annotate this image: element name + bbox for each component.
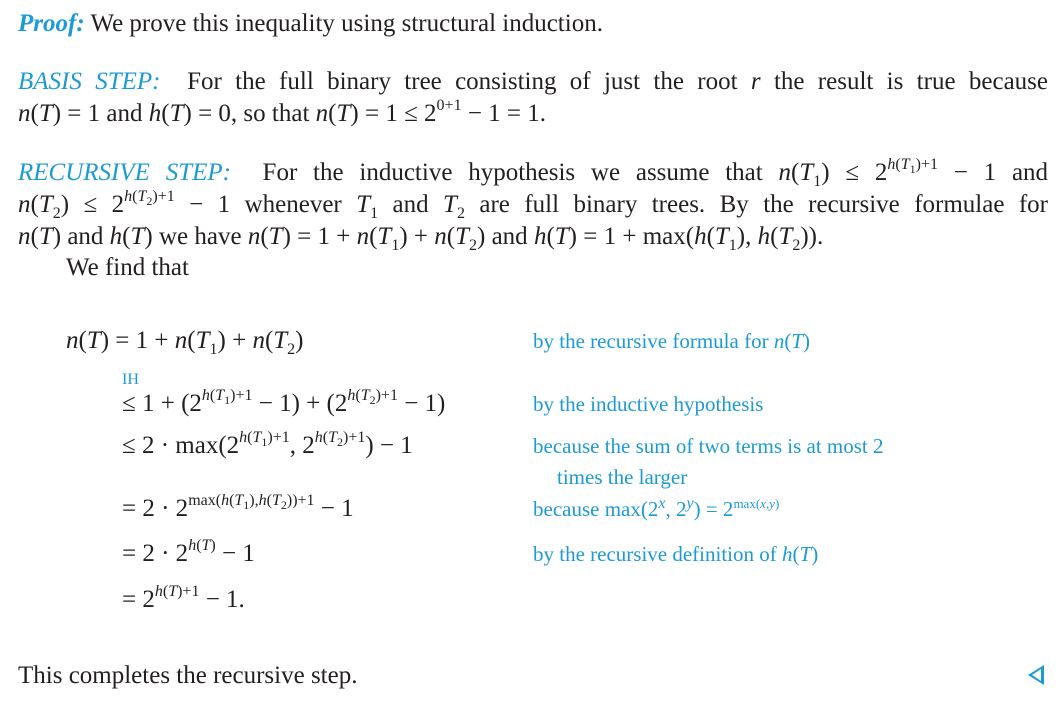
reason-5: by the recursive definition of h(T)	[533, 542, 819, 566]
reason-3: because the sum of two terms is at most 2	[533, 434, 884, 458]
derivation-line-2: ≤ $1 + (2^{h(T_1)+1} - 1) + (2^{h(T_2)+1} - 1)$	[122, 387, 446, 417]
basis-text-b: the result is true because	[773, 68, 1048, 95]
we-have-text: we have	[158, 223, 242, 250]
reason-1: by the recursive formula for n(T)	[533, 329, 811, 353]
basis-step-label: BASIS STEP:	[18, 68, 161, 95]
recursive-step-line-2: $n(T_2) \le 2^{h(T_2)+1} - 1$ whenever $T_1$ and $T_2$ are full binary trees. By the recursive formulae for	[18, 188, 1049, 222]
recursive-text-a: For the inductive hypothesis we assume that	[262, 159, 763, 186]
reason-4: because max(2$^x$, $2^y) = 2^{max(x,y)}$	[533, 495, 780, 521]
derivation-line-6: = $2^{h(T)+1} - 1$.	[122, 583, 245, 613]
ih-label: IH	[122, 371, 139, 388]
are-full-text: are full binary trees. By the recursive formulae for	[479, 191, 1049, 218]
and-word-3: and	[67, 223, 104, 250]
recursive-step-line-3: n(T) and h(T) we have $n(T) = 1 + n(T_1) + n(T_2)$ and $h(T) = 1 + \max(h(T_1)$, $h(T_2)$).	[18, 223, 824, 254]
basis-step-line-1	[18, 67, 1048, 97]
and-word-2: and	[392, 191, 429, 218]
derivation-line-3: ≤ $2 \cdot \max(2^{h(T_1)+1}$, $2^{h(T_2)+1}) - 1$	[122, 429, 413, 459]
derivation-line-5: = $2 \cdot 2^{h(T)} - 1$	[122, 537, 255, 567]
we-find-that: We find that	[66, 254, 189, 281]
end-of-proof-icon	[1028, 665, 1044, 685]
recursive-step-line-1: RECURSIVE STEP: For the inductive hypothesis we assume that $n(T_1) \le 2^{h(T_1)+1} - 1$ and	[18, 156, 1049, 190]
derivation-line-4: = $2 \cdot 2^{max(h(T_1),h(T_2))+1} - 1$	[122, 492, 354, 522]
and-word: and	[1011, 159, 1049, 186]
basis-step-line-2: n(T) = 1 and h(T) = 0, so that $n(T) = 1 \le 2^{0+1} - 1 = 1$.	[18, 97, 547, 127]
reason-2: by the inductive hypothesis	[533, 392, 764, 416]
basis-text-a: For the full binary tree consisting of just the root	[187, 68, 738, 95]
recursive-step-label: RECURSIVE STEP:	[18, 159, 231, 186]
closing-text: This completes the recursive step.	[18, 662, 358, 689]
derivation-line-1: $n(T) = 1 + n(T_1) + n(T_2)$	[66, 327, 304, 358]
proof-intro-line	[18, 9, 603, 39]
root-variable: r	[750, 68, 761, 95]
proof-label: Proof:	[18, 10, 85, 37]
proof-intro-text: We prove this inequality using structural induction.	[90, 10, 603, 37]
whenever-word: whenever	[244, 191, 342, 218]
reason-3-continued: times the larger	[557, 465, 688, 489]
and-word-4: and	[491, 223, 528, 250]
